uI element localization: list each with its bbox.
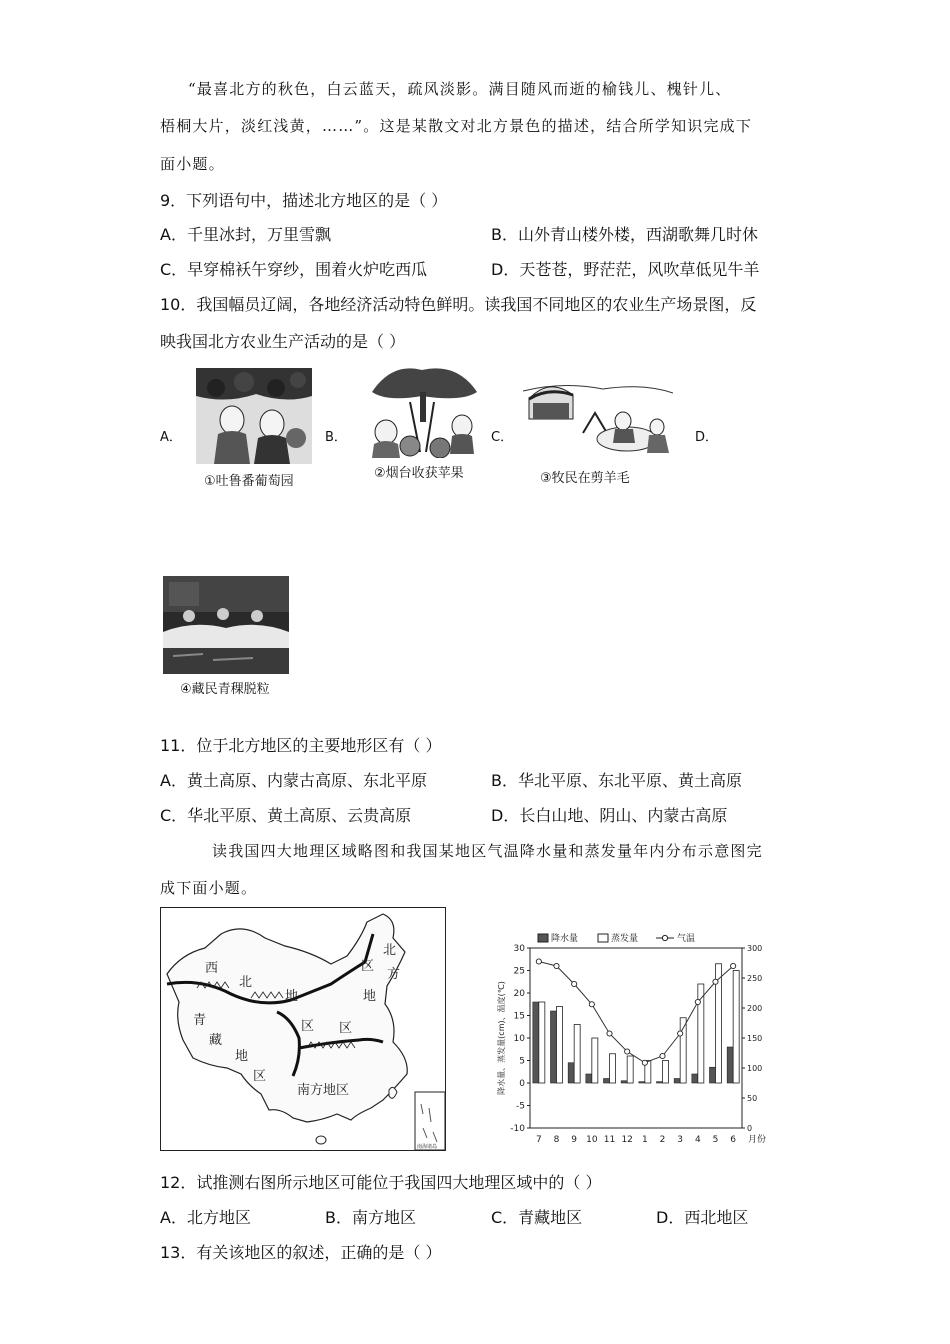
temperature-point bbox=[554, 963, 559, 968]
map-label: 南方地区 bbox=[297, 1083, 350, 1098]
caption-2: ②烟台收获苹果 bbox=[374, 466, 464, 481]
evap-bar bbox=[627, 1056, 633, 1083]
precip-bar bbox=[692, 1074, 698, 1083]
right-tick-label: 50 bbox=[747, 1094, 758, 1103]
temperature-point bbox=[642, 1060, 647, 1065]
q11-option-d[interactable]: D．长白山地、阴山、内蒙古高原 bbox=[491, 806, 728, 825]
q10-stem-line-2: 映我国北方农业生产活动的是（ ） bbox=[160, 332, 406, 351]
map-label: 区 bbox=[361, 959, 375, 974]
map-label: 地 bbox=[363, 989, 377, 1004]
q10-option-b-label[interactable]: B． bbox=[325, 430, 347, 445]
evap-bar bbox=[574, 1025, 580, 1084]
q12-option-a[interactable]: A．北方地区 bbox=[160, 1208, 251, 1227]
q9-option-a[interactable]: A．千里冰封，万里雪飘 bbox=[160, 225, 331, 244]
q10-option-d-label[interactable]: D． bbox=[695, 430, 719, 445]
q10-option-a-label[interactable]: A． bbox=[160, 430, 182, 445]
x-axis-suffix: 月份 bbox=[748, 1135, 767, 1145]
temperature-point bbox=[536, 959, 541, 964]
q12-option-d[interactable]: D．西北地区 bbox=[656, 1208, 749, 1227]
precip-bar bbox=[603, 1079, 609, 1084]
right-tick-label: 0 bbox=[747, 1124, 753, 1133]
temperature-point bbox=[607, 1031, 612, 1036]
q9-option-d[interactable]: D．天苍苍，野茫茫，风吹草低见牛羊 bbox=[491, 260, 760, 279]
temperature-point bbox=[660, 1053, 665, 1058]
map-label: 地 bbox=[285, 989, 299, 1004]
map-label: 北 bbox=[239, 975, 253, 990]
legend-temp-marker bbox=[662, 935, 667, 940]
temperature-point bbox=[572, 981, 577, 986]
left-tick-label: 30 bbox=[513, 944, 525, 954]
q11-option-b[interactable]: B．华北平原、东北平原、黄土高原 bbox=[491, 771, 742, 790]
left-tick-label: 0 bbox=[519, 1079, 525, 1089]
temperature-point bbox=[589, 1002, 594, 1007]
precip-bar bbox=[727, 1047, 733, 1083]
left-tick-label: 10 bbox=[513, 1034, 525, 1044]
precip-bar bbox=[639, 1082, 645, 1083]
q9-option-c[interactable]: C．早穿棉袄午穿纱，围着火炉吃西瓜 bbox=[160, 260, 428, 279]
legend-evap-swatch bbox=[598, 934, 608, 942]
q9-stem: 9．下列语句中，描述北方地区的是（ ） bbox=[160, 191, 448, 210]
q11-option-c[interactable]: C．华北平原、黄土高原、云贵高原 bbox=[160, 806, 412, 825]
q12-option-b[interactable]: B．南方地区 bbox=[325, 1208, 416, 1227]
left-tick-label: -10 bbox=[510, 1124, 525, 1134]
left-tick-label: 20 bbox=[513, 989, 525, 999]
precip-bar bbox=[550, 1011, 556, 1083]
evap-bar bbox=[539, 1002, 545, 1083]
left-tick-label: -5 bbox=[516, 1101, 525, 1112]
caption-1: ①吐鲁番葡萄园 bbox=[204, 474, 294, 489]
temperature-point bbox=[713, 979, 718, 984]
precip-bar bbox=[656, 1082, 662, 1083]
photo-yantai-apples bbox=[362, 362, 484, 458]
china-regions-map bbox=[160, 907, 446, 1151]
map-label: 北 bbox=[383, 943, 397, 958]
temperature-point bbox=[695, 999, 700, 1004]
left-tick-label: 25 bbox=[513, 966, 525, 977]
q10-stem-line-1: 10．我国幅员辽阔，各地经济活动特色鲜明。读我国不同地区的农业生产场景图，反 bbox=[160, 295, 757, 314]
q12-option-c[interactable]: C．青藏地区 bbox=[491, 1208, 583, 1227]
right-tick-label: 250 bbox=[747, 974, 763, 983]
map-label: 青 bbox=[193, 1013, 207, 1028]
precip-bar bbox=[674, 1079, 680, 1084]
q12-stem: 12．试推测右图所示地区可能位于我国四大地理区域中的（ ） bbox=[160, 1173, 602, 1192]
caption-4: ④藏民青稞脱粒 bbox=[180, 682, 270, 697]
map-label: 区 bbox=[339, 1021, 353, 1036]
right-tick-label: 300 bbox=[747, 944, 763, 953]
q13-stem: 13．有关该地区的叙述，正确的是（ ） bbox=[160, 1243, 442, 1262]
precip-bar bbox=[568, 1063, 574, 1083]
map-label: 西 bbox=[205, 961, 219, 976]
caption-3: ③牧民在剪羊毛 bbox=[540, 471, 630, 486]
left-tick-label: 5 bbox=[519, 1056, 525, 1067]
intro-line-2: 梧桐大片，淡红浅黄，……”。这是某散文对北方景色的描述，结合所学知识完成下 bbox=[160, 117, 753, 135]
q11-stem: 11．位于北方地区的主要地形区有（ ） bbox=[160, 736, 442, 755]
x-tick-label: 10 bbox=[586, 1135, 598, 1145]
temperature-point bbox=[731, 963, 736, 968]
x-tick-label: 9 bbox=[571, 1135, 578, 1145]
left-axis-label: 降水量、蒸发量(cm)、温度(℃) bbox=[497, 981, 506, 1095]
temperature-point bbox=[625, 1049, 630, 1054]
left-tick-label: 15 bbox=[513, 1011, 525, 1022]
map-label: 方 bbox=[387, 967, 401, 982]
precip-bar bbox=[621, 1081, 627, 1083]
x-tick-label: 6 bbox=[730, 1135, 737, 1145]
q10-option-c-label[interactable]: C． bbox=[491, 430, 514, 445]
map-label: 藏 bbox=[209, 1033, 223, 1048]
right-tick-label: 100 bbox=[747, 1064, 763, 1073]
x-tick-label: 4 bbox=[694, 1135, 701, 1145]
evap-bar bbox=[610, 1054, 616, 1083]
legend-evap-label: 蒸发量 bbox=[611, 934, 639, 944]
evap-bar bbox=[663, 1061, 669, 1084]
precip-bar bbox=[586, 1074, 592, 1083]
x-tick-label: 3 bbox=[677, 1135, 684, 1145]
x-tick-label: 1 bbox=[641, 1135, 648, 1145]
right-tick-label: 150 bbox=[747, 1034, 763, 1043]
evap-bar bbox=[592, 1038, 598, 1083]
photo-turpan-vineyard bbox=[196, 368, 312, 464]
temperature-point bbox=[678, 1031, 683, 1036]
x-tick-label: 8 bbox=[553, 1135, 560, 1145]
precip-bar bbox=[709, 1067, 715, 1083]
legend-precip-swatch bbox=[538, 934, 548, 942]
x-tick-label: 12 bbox=[621, 1135, 633, 1145]
x-tick-label: 2 bbox=[659, 1135, 666, 1145]
photo-tibetan-threshing bbox=[163, 576, 289, 674]
intro2-line-2: 成下面小题。 bbox=[160, 879, 258, 897]
map-label: 区 bbox=[253, 1069, 267, 1084]
map-label: 区 bbox=[301, 1019, 315, 1034]
photo-shearing-sheep bbox=[523, 373, 673, 463]
climate-chart bbox=[490, 928, 775, 1146]
x-tick-label: 11 bbox=[603, 1135, 616, 1145]
q9-option-b[interactable]: B．山外青山楼外楼，西湖歌舞几时休 bbox=[491, 225, 758, 244]
precip-bar bbox=[533, 1002, 539, 1083]
evap-bar bbox=[557, 1007, 563, 1084]
x-tick-label: 7 bbox=[535, 1135, 542, 1145]
map-label: 地 bbox=[235, 1049, 249, 1064]
intro2-line-1: 读我国四大地理区域略图和我国某地区气温降水量和蒸发量年内分布示意图完 bbox=[212, 842, 763, 860]
legend-precip-label: 降水量 bbox=[551, 934, 579, 944]
q11-option-a[interactable]: A．黄土高原、内蒙古高原、东北平原 bbox=[160, 771, 427, 790]
intro-line-1: “最喜北方的秋色，白云蓝天，疏风淡影。满目随风而逝的榆钱儿、槐针儿、 bbox=[188, 80, 732, 98]
right-tick-label: 200 bbox=[747, 1004, 763, 1013]
evap-bar bbox=[733, 971, 739, 1084]
intro-line-3: 面小题。 bbox=[160, 155, 225, 173]
map-inset-label: 南海诸岛 bbox=[417, 1144, 438, 1150]
x-tick-label: 5 bbox=[712, 1135, 719, 1145]
legend-temp-label: 气温 bbox=[677, 934, 696, 944]
